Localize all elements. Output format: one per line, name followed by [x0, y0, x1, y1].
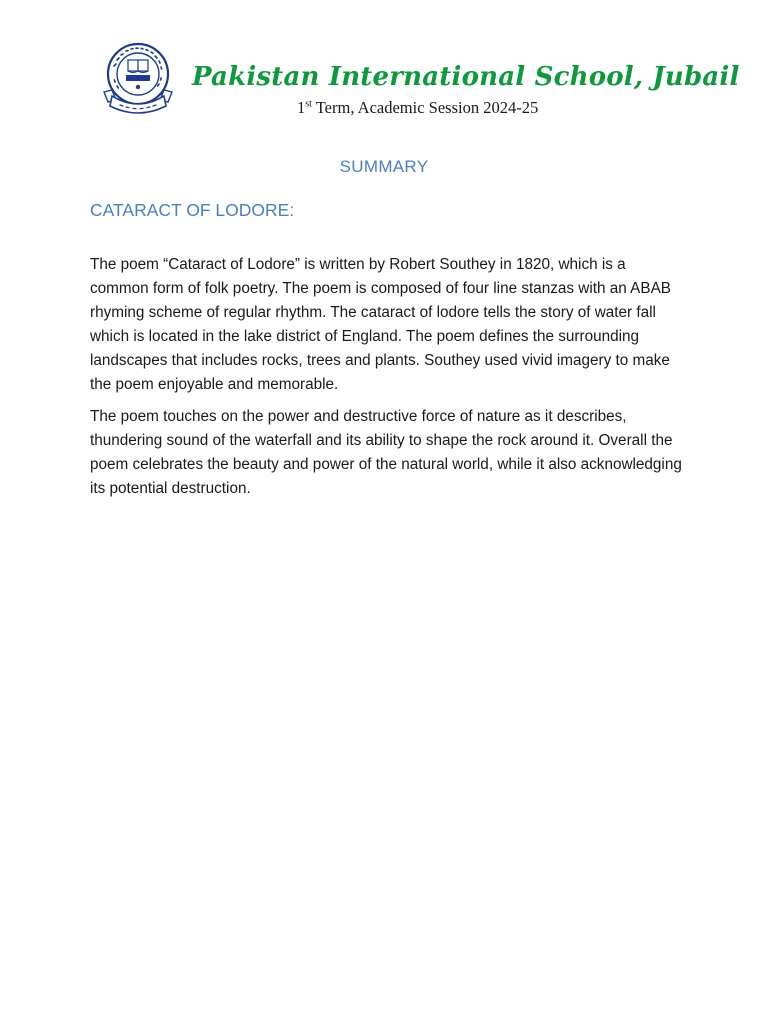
poem-title-heading: CATARACT OF LODORE:: [90, 200, 295, 220]
school-crest-icon: [100, 40, 176, 116]
summary-paragraph-2: The poem touches on the power and destructive force of nature as it describes, thundering sound of the waterfall and its ability to shape the rock around it. Overall the poem celebrates the beauty and power of the natural world, while it also acknowledging its potential destruction.: [90, 408, 682, 497]
session-term-number: 1: [297, 98, 306, 117]
academic-session-subtitle: [297, 98, 538, 118]
summary-heading: SUMMARY: [339, 157, 429, 176]
session-term-ordinal-suffix: st: [305, 98, 312, 110]
session-term-text: Term, Academic Session 2024-25: [311, 98, 539, 117]
school-name-title: Pakistan International School, Jubail: [192, 62, 740, 92]
summary-paragraph-1: The poem “Cataract of Lodore” is written by Robert Southey in 1820, which is a common form of folk poetry. The poem is composed of four line stanzas with an ABAB rhyming scheme of regular rhythm. The cataract of lodore tells the story of water fall which is located in the lake district of England. The poem defines the surrounding landscapes that includes rocks, trees and plants. Southey used vivid imagery to make the poem enjoyable and memorable.: [90, 256, 671, 393]
